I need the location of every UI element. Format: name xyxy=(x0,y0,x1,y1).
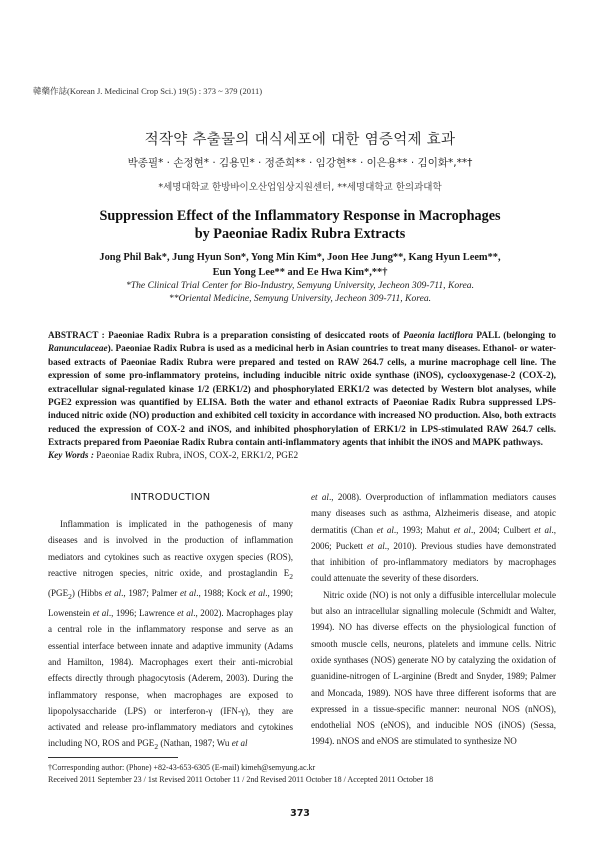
received-dates: Received 2011 September 23 / 1st Revised 2011 October 11 / 2nd Revised 2011 October 18 / Accepted 2011 October 18 xyxy=(48,775,434,784)
authors-english xyxy=(0,250,600,280)
title-english-line2: by Paeoniae Radix Rubra Extracts xyxy=(194,226,406,242)
abstract xyxy=(48,330,556,451)
keywords xyxy=(48,451,556,461)
title-english-line1: Suppression Effect of the Inflammatory Response in Macrophages xyxy=(99,208,501,224)
abstract-text-3: ). Paeoniae Radix Rubra is used as a medicinal herb in Asian countries to treat many diseases. Ethanol- or water-based extracts of Paeoniae Radix Rubra were prepared and tested on RAW 264.7 cells, a murine macrophage cell line. The expression of some pro-inflammatory proteins, including inducible nitric oxide synthase (iNOS), cyclooxygenase-2 (COX-2), extracellular signal-regulated kinase 1/2 (ERK1/2) and phosphorylated ERK1/2 was detected by Western blot analyses, while PGE2 expression was quantified by ELISA. Both the water and ethanol extracts of Paeoniae Radix Rubra suppressed LPS-induced nitric oxide (NO) production and exhibited cell toxicity in accordance with increased NO production. Also, both extracts reduced the expression of COX-2 and iNOS, and inhibited phosphorylation of ERK1/2 in LPS-stimulated RAW 264.7 cells. Extracts prepared from Paeoniae Radix Rubra contain anti-inflammatory agents that inhibit the iNOS and MAPK pathways. xyxy=(48,344,556,449)
keywords-label: Key Words : xyxy=(48,451,94,461)
authors-english-line1: Jong Phil Bak*, Jung Hyun Son*, Yong Min Kim*, Joon Hee Jung**, Kang Hyun Leem**, xyxy=(99,252,501,263)
abstract-label: ABSTRACT : xyxy=(48,331,105,341)
journal-citation: 韓藥作誌(Korean J. Medicinal Crop Sci.) 19(5) : 373 ~ 379 (2011) xyxy=(33,86,263,96)
left-column xyxy=(48,516,293,756)
intro-paragraph-2: Nitric oxide (NO) is not only a diffusible intercellular molecule but also an intracellular signalling molecule (Schmidt and Walter, 1994). NO has diverse effects on the physiological function of smooth muscle cells, neurons, platelets and immune cells. Nitric oxide synthases (NOS) generate NO by catalyzing the oxidation of guanidine-nitrogen of L-arginine (Bredt and Snyder, 1989; Palmer and Moncada, 1989). NOS have three different isoforms that are expressed in a tissue-specific manner: neuronal NOS (nNOS), endothelial NOS (eNOS), and inducible NOS (iNOS) (Sessa, 1994). nNOS and eNOS are stimulated to synthesize NO xyxy=(311,589,556,747)
corresponding-author: †Corresponding author: (Phone) +82-43-653-6305 (E-mail) kimeh@semyung.ac.kr xyxy=(48,763,316,772)
intro-paragraph-1: Inflammation is implicated in the pathogenesis of many diseases and is involved in the production of inflammation mediators and cytokines such as reactive oxygen species (ROS), reactive nitrogen species, nitric oxide, and prostaglandin $E_2$ $(PGE_2)$ (Hibbs et al., 1987; Palmer et al., 1988; Kock et al., 1990; Lowenstein et al., 1996; Lawrence et al., 2002). Macrophages play a central role in the inflammatory response and serve as an essential interface between innate and adaptive immunity (Adams and Hamilton, 1984). Macrophages exert their anti-microbial effects directly through phagocytosis (Aderem, 2003). During the inflammatory response, when macrophages are exposed to lipopolysaccharide (LPS) or interferon-γ (IFN-γ), they are activated and release pro-inflammatory mediators and cytokines including NO, ROS and $PGE_2$ (Nathan, 1987; Wu et al xyxy=(48,519,294,752)
abstract-text-2: PALL (belonging to xyxy=(476,331,557,341)
footnote-divider xyxy=(48,757,178,758)
intro-paragraph-1-cont: et al., 2008). Overproduction of inflammation mediators causes many diseases such as asthma, Alzheimeris disease, and atopic dermatitis (Chan et al., 1993; Mahut et al., 2004; Culbert et al., 2006; Puckett et al., 2010). Previous studies have demonstrated that inhibition of pro-inflammatory mediators by macrophages could attenuate the severity of these disorders. xyxy=(311,492,557,584)
authors-korean: 박종필* · 손정현* · 김용민* · 정준희** · 임강현** · 이은용** · 김이화*,**† xyxy=(127,157,473,169)
title-english xyxy=(0,207,600,243)
affiliation-english xyxy=(0,280,600,305)
keywords-text: Paeoniae Radix Rubra, iNOS, COX-2, ERK1/2, PGE2 xyxy=(96,451,299,461)
affiliation-korean: *세명대학교 한방바이오산업임상지원센터, **세명대학교 한의과대학 xyxy=(158,182,442,193)
authors-english-line2: Eun Yong Lee** and Ee Hwa Kim*,**† xyxy=(212,267,388,278)
page-number: 373 xyxy=(290,808,310,819)
abstract-text-1: Paeoniae Radix Rubra is a preparation consisting of desiccated roots of xyxy=(108,331,400,341)
section-heading: INTRODUCTION xyxy=(130,492,211,503)
affiliation-english-line1: *The Clinical Trial Center for Bio-Industry, Semyung University, Jecheon 309-711, Korea. xyxy=(126,280,474,291)
abstract-species: Paeonia lactiflora xyxy=(403,331,473,341)
abstract-family: Ranunculaceae xyxy=(48,344,108,355)
title-korean: 적작약 추출물의 대식세포에 대한 염증억제 효과 xyxy=(144,132,456,148)
affiliation-english-line2: **Oriental Medicine, Semyung University, Jecheon 309-711, Korea. xyxy=(168,292,432,304)
right-column xyxy=(311,489,556,750)
